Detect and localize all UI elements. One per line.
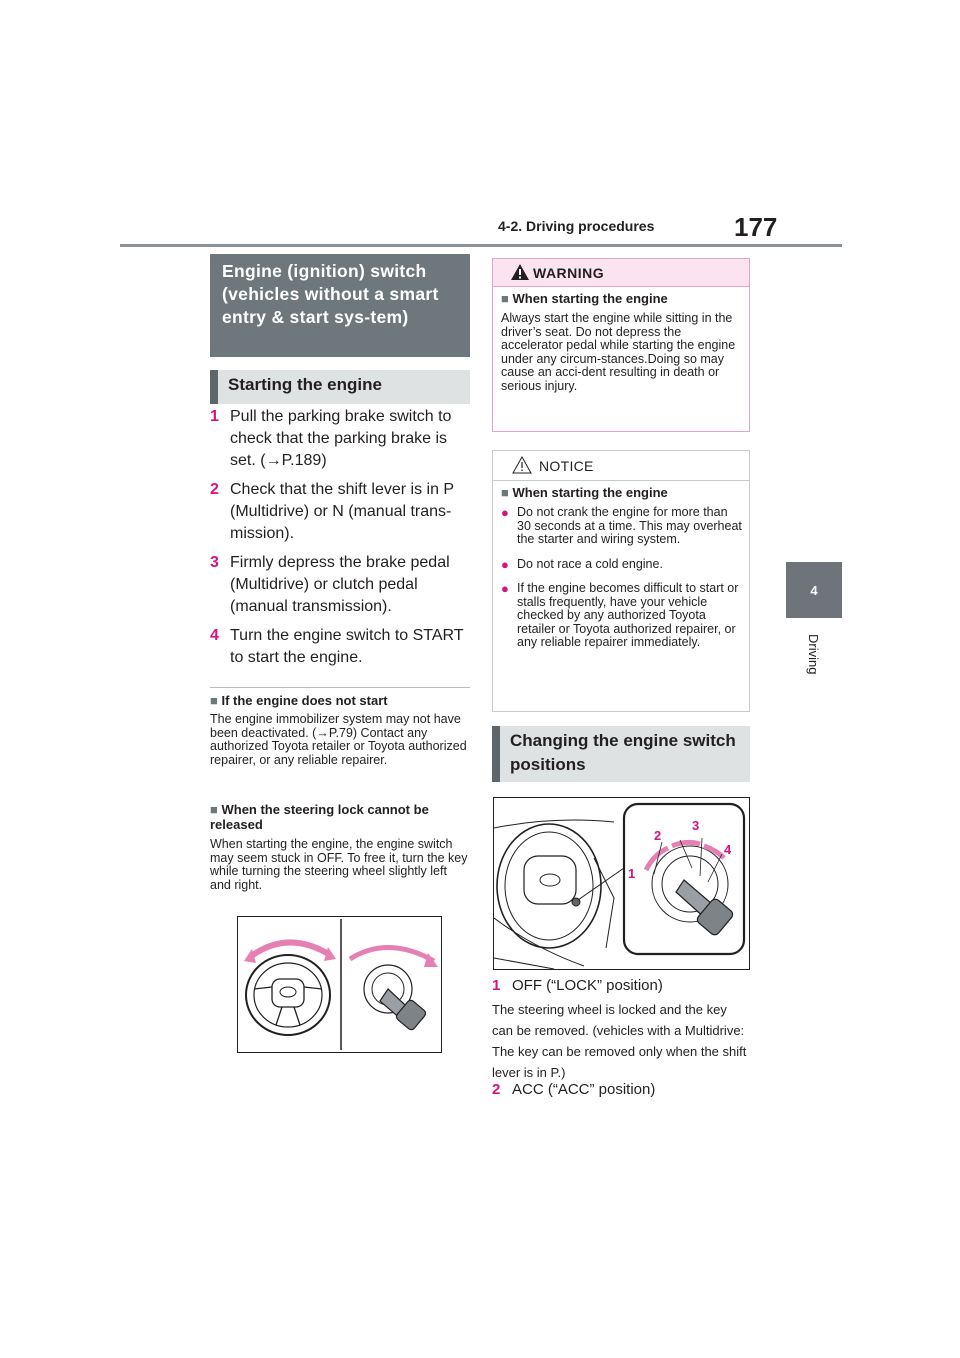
step-text: Check that the shift lever is in P (Multidrive) or N (manual trans-mission). bbox=[230, 481, 454, 542]
warning-content bbox=[501, 291, 743, 393]
engine-switch-positions-illustration bbox=[493, 797, 750, 970]
position-description: The steering wheel is locked and the key can be removed. (vehicles with a Multidrive: The key can be removed only when the shift lever is in P.) bbox=[492, 1002, 747, 1080]
header-rule bbox=[120, 244, 842, 247]
step-number: 1 bbox=[210, 408, 219, 425]
square-bullet-icon: ■ bbox=[210, 693, 218, 708]
step-item bbox=[210, 552, 472, 618]
notice-bullet bbox=[501, 582, 743, 650]
notice-box bbox=[492, 450, 750, 712]
warning-box bbox=[492, 258, 750, 432]
changing-heading: Changing the engine switch positions bbox=[492, 726, 750, 782]
notice-bullet bbox=[501, 506, 743, 547]
square-bullet-icon: ■ bbox=[501, 485, 509, 500]
note-body: When starting the engine, the engine switch may seem stuck in OFF. To free it, turn the key while turning the steering wheel slightly left and right. bbox=[210, 837, 468, 892]
notice-header bbox=[493, 451, 749, 481]
step-item bbox=[210, 625, 472, 669]
position-number: 1 bbox=[492, 977, 501, 994]
notice-bullet-text: Do not race a cold engine. bbox=[517, 556, 663, 571]
step-number: 4 bbox=[210, 627, 219, 644]
notice-title-text: When starting the engine bbox=[512, 485, 668, 500]
warning-triangle-icon bbox=[510, 263, 530, 281]
position-item bbox=[492, 1079, 752, 1101]
chapter-tab[interactable]: 4 bbox=[786, 562, 842, 618]
note-title bbox=[210, 802, 472, 832]
step-item bbox=[210, 406, 472, 472]
warning-title-text: When starting the engine bbox=[512, 291, 668, 306]
figure-label-4: 4 bbox=[724, 842, 732, 857]
note-title-text: If the engine does not start bbox=[221, 693, 388, 708]
section-title: 4-2. Driving procedures bbox=[498, 218, 655, 234]
step-text: Firmly depress the brake pedal (Multidrive) or clutch pedal (manual transmission). bbox=[230, 554, 450, 615]
figure-label-2: 2 bbox=[654, 828, 662, 843]
warning-label: WARNING bbox=[533, 265, 605, 281]
square-bullet-icon: ■ bbox=[501, 291, 509, 306]
figure-label-1: 1 bbox=[628, 866, 636, 881]
circle-bullet-icon: ● bbox=[501, 556, 509, 572]
position-label: OFF (“LOCK” position) bbox=[512, 977, 663, 994]
step-number: 3 bbox=[210, 554, 219, 571]
warning-header bbox=[493, 259, 749, 287]
step-item bbox=[210, 479, 472, 545]
notice-title bbox=[501, 485, 743, 500]
notice-bullet-text: Do not crank the engine for more than 30 seconds at a time. This may overheat the starter and wiring system. bbox=[517, 505, 742, 546]
steering-key-drawing bbox=[238, 917, 441, 1052]
figure-label-3: 3 bbox=[692, 818, 700, 833]
circle-bullet-icon: ● bbox=[501, 505, 509, 520]
divider bbox=[210, 687, 470, 688]
notice-bullet bbox=[501, 558, 743, 572]
position-number: 2 bbox=[492, 1081, 501, 1098]
steering-lock-illustration bbox=[237, 916, 442, 1053]
chapter-label: Driving bbox=[806, 634, 821, 675]
position-item bbox=[492, 975, 752, 997]
square-bullet-icon: ■ bbox=[210, 802, 218, 817]
position-label: ACC (“ACC” position) bbox=[512, 1081, 656, 1098]
dashboard-drawing bbox=[494, 798, 749, 969]
step-text: Turn the engine switch to START to start the engine. bbox=[230, 627, 464, 666]
starting-heading: Starting the engine bbox=[210, 370, 470, 404]
warning-body: Always start the engine while sitting in the driver’s seat. Do not depress the accelerator pedal while starting the engine under any circum-stances.Doing so may cause an acci-dent resulting in death or serious injury. bbox=[501, 311, 736, 393]
step-number: 2 bbox=[210, 481, 219, 498]
step-text: Pull the parking brake switch to check that the parking brake is set. (→P.189) bbox=[230, 408, 452, 469]
note-title-text: When the steering lock cannot be released bbox=[210, 802, 429, 832]
notice-label: NOTICE bbox=[539, 458, 594, 474]
notice-content bbox=[501, 485, 743, 661]
notice-bullet-text: If the engine becomes difficult to start or stalls frequently, have your vehicle checked by any authorized Toyota retailer or Toyota authorized repairer, or any reliable repairer immediately. bbox=[517, 581, 739, 649]
page-number: 177 bbox=[734, 212, 778, 242]
note-body: The engine immobilizer system may not have been deactivated. (→P.79) Contact any authorized Toyota retailer or Toyota authorized repairer, or any reliable repairer. bbox=[210, 712, 467, 767]
main-title: Engine (ignition) switch (vehicles without a smart entry & start sys-tem) bbox=[210, 254, 470, 357]
steps-list bbox=[210, 406, 472, 676]
notice-triangle-icon bbox=[512, 456, 532, 474]
note-title bbox=[210, 693, 472, 708]
warning-title bbox=[501, 291, 743, 306]
circle-bullet-icon: ● bbox=[501, 581, 509, 596]
